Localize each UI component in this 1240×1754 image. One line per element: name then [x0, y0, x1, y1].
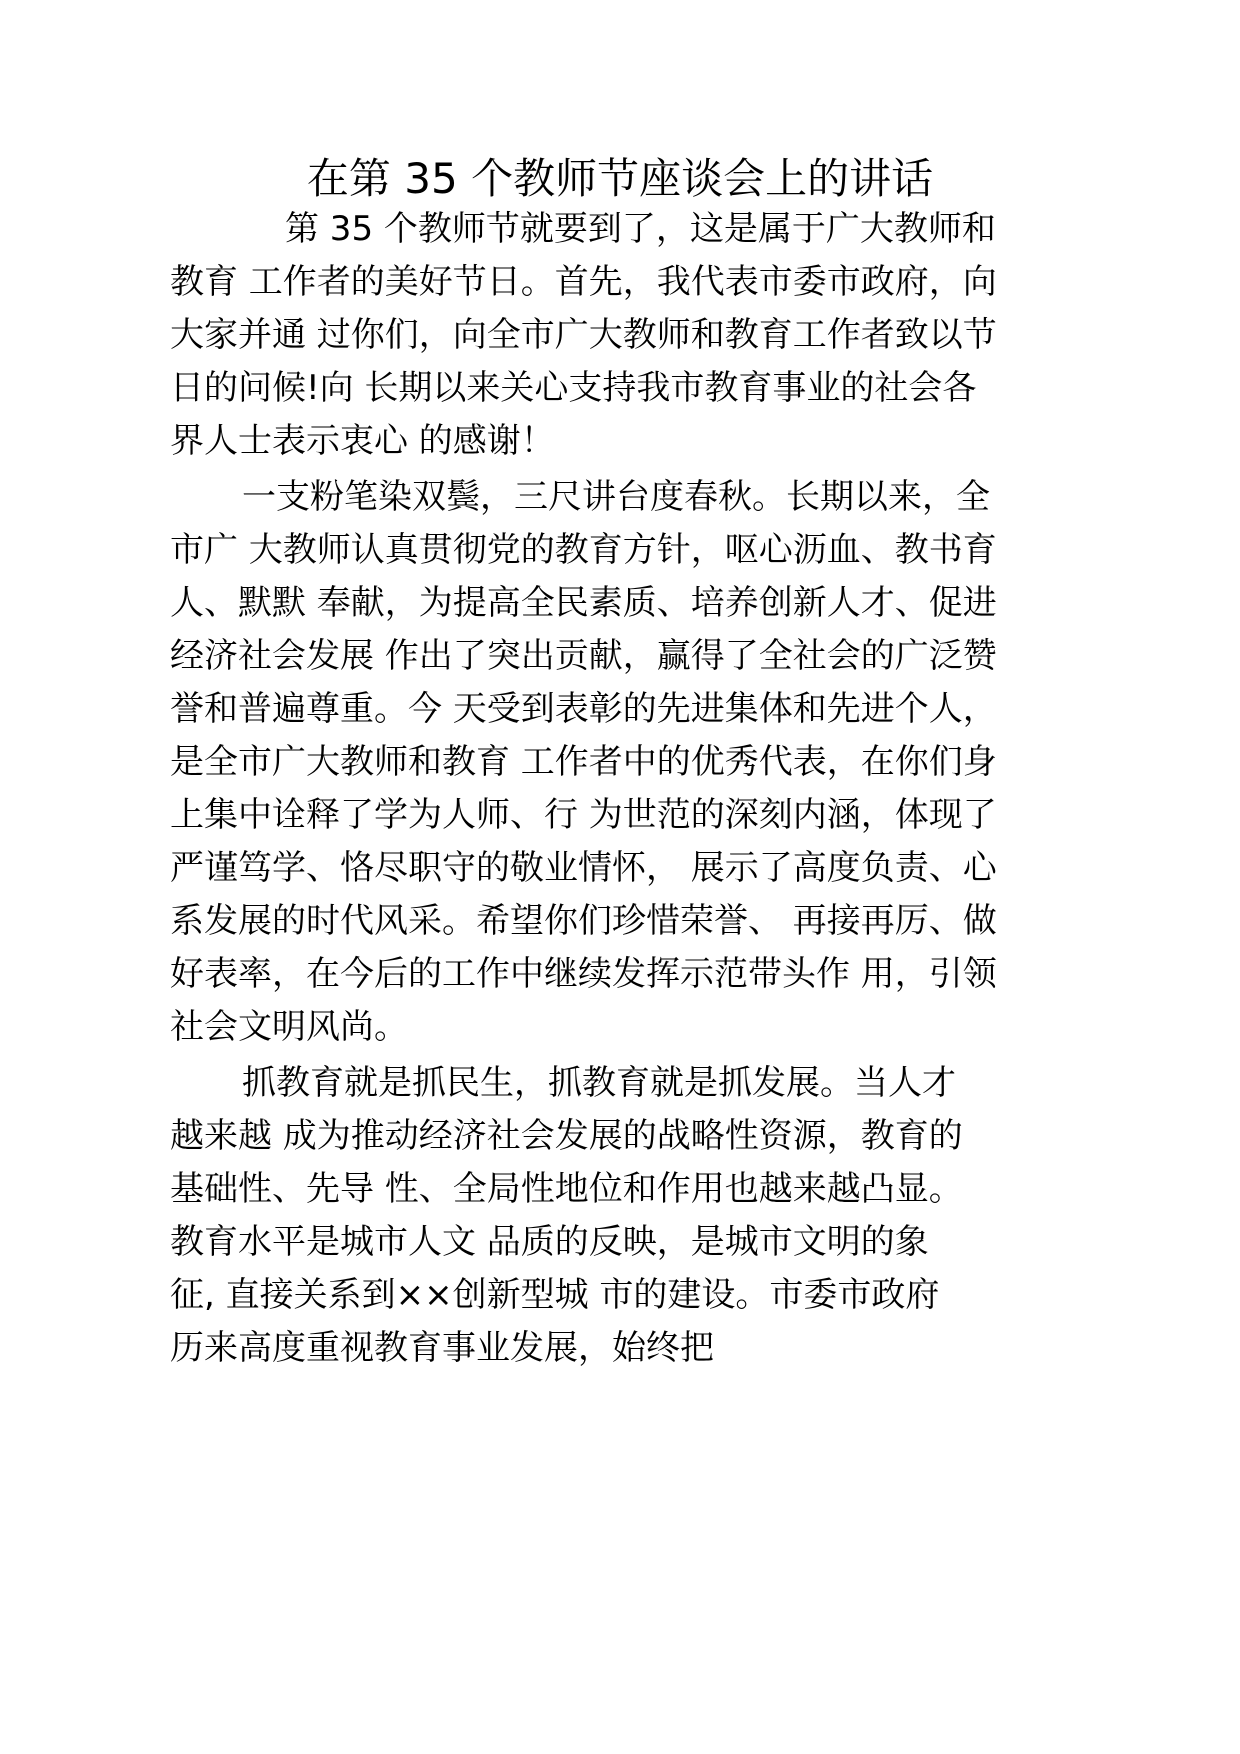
document-title: 在第 35 个教师节座谈会上的讲话 — [306, 154, 934, 203]
paragraph-2 — [170, 471, 1080, 1054]
paragraph-line: 越来越 成为推动经济社会发展的战略性资源，教育的 — [170, 1116, 963, 1156]
paragraph-line: 历来高度重视教育事业发展，始终把 — [170, 1328, 714, 1368]
document-body — [170, 203, 1080, 1375]
paragraph-line: 一支粉笔染双鬓，三尺讲台度春秋。长期以来，全 — [242, 477, 990, 517]
paragraph-line: 人、默默 奉献，为提高全民素质、培养创新人才、促进 — [170, 583, 997, 623]
paragraph-line: 严谨笃学、恪尽职守的敬业情怀， 展示了高度负责、心 — [170, 848, 997, 888]
paragraph-line: 是全市广大教师和教育 工作者中的优秀代表，在你们身 — [170, 742, 997, 782]
paragraph-line: 抓教育就是抓民生，抓教育就是抓发展。当人才 — [242, 1063, 956, 1103]
paragraph-line: 市广 大教师认真贯彻党的教育方针，呕心沥血、教书育 — [170, 530, 997, 570]
paragraph-line: 日的问候!向 长期以来关心支持我市教育事业的社会各 — [170, 368, 977, 408]
paragraph-line: 系发展的时代风采。希望你们珍惜荣誉、 再接再厉、做 — [170, 901, 997, 941]
paragraph-3 — [170, 1057, 1080, 1375]
paragraph-line: 好表率，在今后的工作中继续发挥示范带头作 用，引领 — [170, 954, 997, 994]
paragraph-line: 教育水平是城市人文 品质的反映，是城市文明的象 — [170, 1222, 929, 1262]
paragraph-line: 征, 直接关系到××创新型城 市的建设。市委市政府 — [170, 1275, 940, 1315]
paragraph-line: 上集中诠释了学为人师、行 为世范的深刻内涵，体现了 — [170, 795, 997, 835]
paragraph-line: 界人士表示衷心 的感谢！ — [170, 421, 555, 461]
paragraph-line: 社会文明风尚。 — [170, 1007, 408, 1047]
paragraph-1 — [170, 203, 1080, 468]
paragraph-line: 大家并通 过你们，向全市广大教师和教育工作者致以节 — [170, 315, 997, 355]
paragraph-line: 经济社会发展 作出了突出贡献，赢得了全社会的广泛赞 — [170, 636, 997, 676]
paragraph-line: 第 35 个教师节就要到了，这是属于广大教师和 — [285, 209, 996, 249]
paragraph-line: 誉和普遍尊重。今 天受到表彰的先进集体和先进个人， — [170, 689, 997, 729]
paragraph-line: 教育 工作者的美好节日。首先，我代表市委市政府，向 — [170, 262, 997, 302]
paragraph-line: 基础性、先导 性、全局性地位和作用也越来越凸显。 — [170, 1169, 963, 1209]
